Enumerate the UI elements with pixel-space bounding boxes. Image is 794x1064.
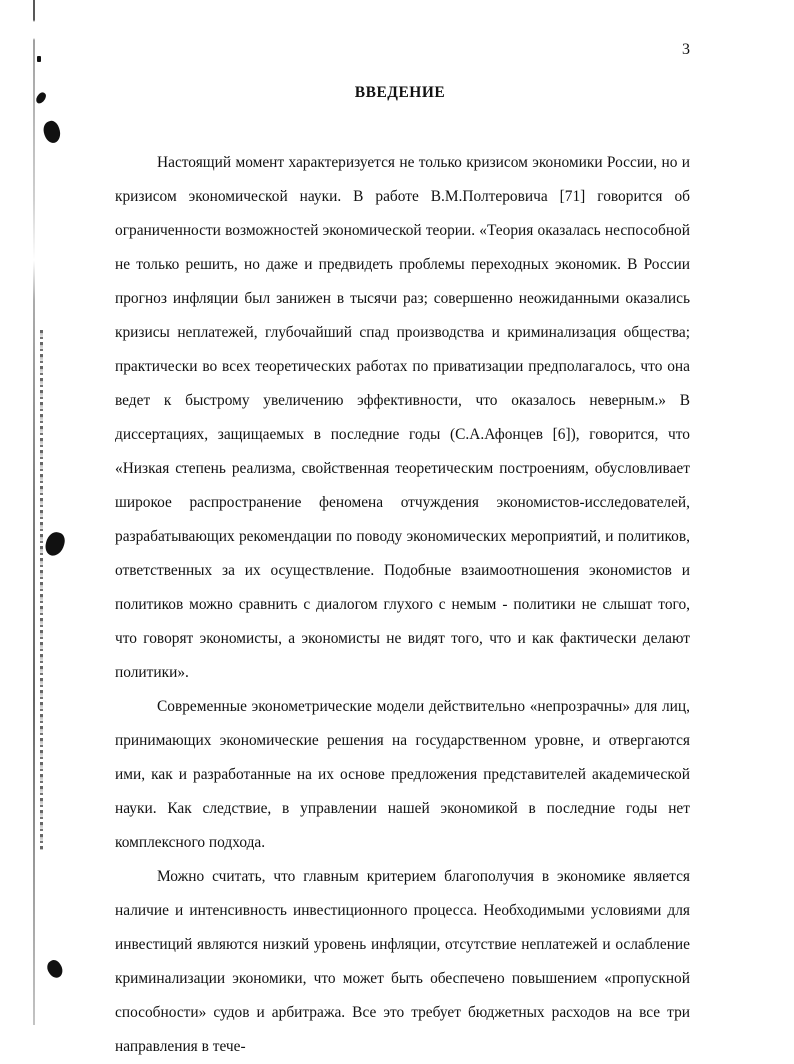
scan-blot: [41, 119, 64, 145]
paragraph: Можно считать, что главным критерием благополучия в экономике является наличие и интенсивность инвестиционного процесса. Необходимыми условиями для инвестиций являются низкий уровень инфляции, отсутствие неплатежей и ослабление криминализации экономики, что может быть обеспечено повышением «пропускной способности» судов и арбитража. Все это требует бюджетных расходов на все три направления в тече-: [115, 868, 690, 1055]
scan-blot: [44, 958, 66, 981]
page-number: 3: [682, 41, 690, 58]
scan-edge-noise: [40, 330, 43, 850]
paragraph: Настоящий момент характеризуется не только кризисом экономики России, но и кризисом экономической науки. В работе В.М.Полтеровича [71] говорится об ограниченности возможностей экономической теории. «Теория оказалась неспособной не только решить, но даже и предвидеть проблемы переходных экономик. В России прогноз инфляции был занижен в тысячи раз; совершенно неожиданными оказались кризисы неплатежей, глубочайший спад производства и криминализация общества; практически во всех теоретических работах по приватизации предполагалось, что она ведет к быстрому увеличению эффективности, что оказалось неверным.» В диссертациях, защищаемых в последние годы (С.А.Афонцев [6]), говорится, что «Низкая степень реализма, свойственная теоретическим построениям, обусловливает широкое распространение феномена отчуждения экономистов-исследователей, разрабатывающих рекомендации по поводу экономических мероприятий, и политиков, ответственных за их осуществление. Подобные взаимоотношения экономистов и политиков можно сравнить с диалогом глухого с немым - политики не слышат того, что говорят экономисты, а экономисты не видят того, что и как фактически делают политики».: [115, 154, 690, 681]
scan-edge-line: [33, 0, 35, 1025]
paragraph: Современные эконометрические модели действительно «непрозрачны» для лиц, принимающих экономические решения на государственном уровне, и отвергаются ими, как и разработанные на их основе предложения представителей академической науки. Как следствие, в управлении нашей экономикой в последние годы нет комплексного подхода.: [115, 698, 690, 851]
scan-blot: [43, 530, 67, 558]
body-text: [115, 146, 690, 1064]
scan-mark: [37, 56, 41, 62]
page-title: ВВЕДЕНИЕ: [354, 84, 446, 101]
